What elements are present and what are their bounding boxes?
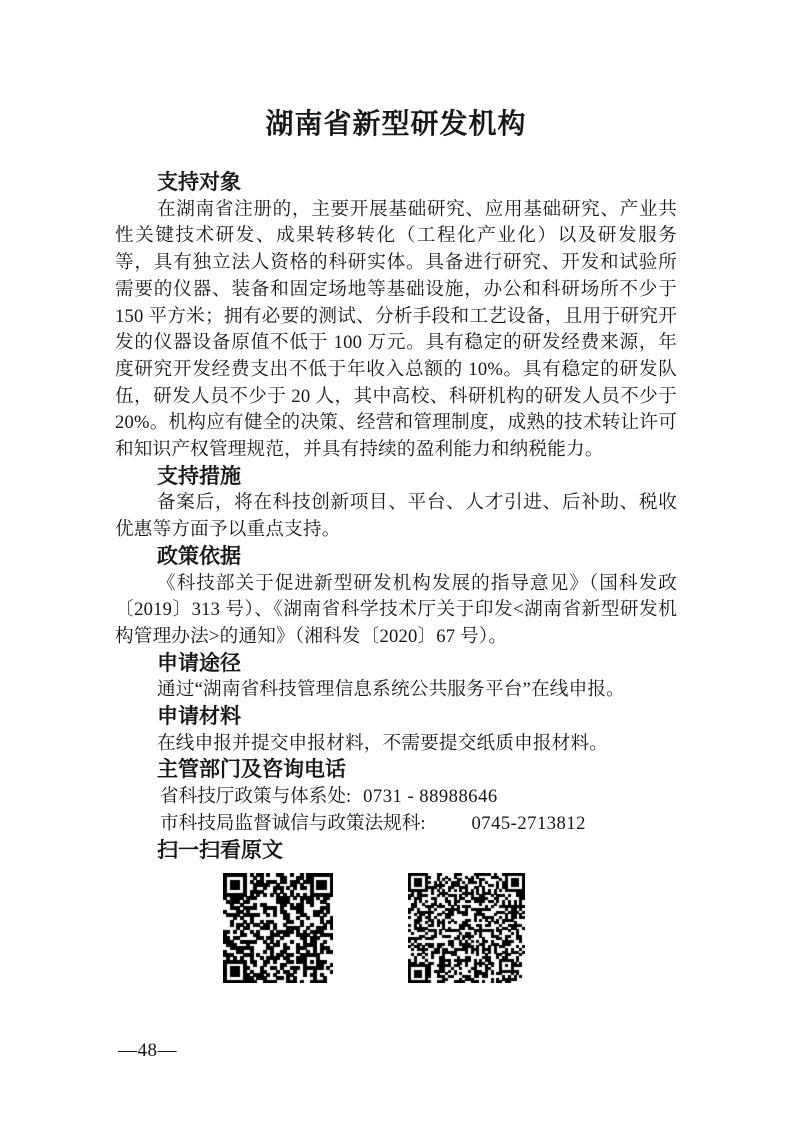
- qr-code-left: [223, 873, 333, 983]
- page-number: —48—: [118, 1040, 177, 1061]
- qr-row: [115, 873, 677, 983]
- qr-code-right: [408, 873, 525, 983]
- contact-label: 省科技厅政策与体系处:: [160, 786, 352, 808]
- contact-label: 市科技局监督诚信与政策法规科:: [160, 812, 426, 834]
- paragraph-support-target: 在湖南省注册的，主要开展基础研究、应用基础研究、产业共性关键技术研发、成果转移转化（工程化产业化）以及研发服务等，具有独立法人资格的科研实体。具备进行研究、开发和试验所需要的仪器、装备和固定场地等基础设施，办公和科研场所不少于 150 平方米；拥有必要的测试、分析手段和工艺设备，且用于研究开发的仪器设备原值不低于 100 万元。具有稳定的研发经费来源，年度研究开发经费支出不低于年收入总额的 10%。具有稳定的研发队伍，研发人员不少于 20 人，其中高校、科研机构的研发人员不少于 20%。机构应有健全的决策、经营和管理制度，成熟的技术转让许可和知识产权管理规范，并具有持续的盈利能力和纳税能力。: [115, 198, 677, 461]
- heading-support-measures: 支持措施: [157, 464, 241, 488]
- heading-application-materials: 申请材料: [157, 705, 241, 729]
- contact-line-provincial: [115, 784, 677, 811]
- heading-authority-contacts: 主管部门及咨询电话: [157, 758, 346, 782]
- heading-scan-original: 扫一扫看原文: [157, 838, 283, 862]
- contact-line-municipal: [115, 811, 677, 838]
- heading-support-target: 支持对象: [157, 171, 241, 194]
- contact-phone: 0745-2713812: [471, 812, 586, 834]
- paragraph-support-measures: 备案后，将在科技创新项目、平台、人才引进、后补助、税收优惠等方面予以重点支持。: [115, 492, 677, 541]
- heading-application-channel: 申请途径: [157, 651, 241, 675]
- paragraph-application-materials: 在线申报并提交申报材料，不需要提交纸质申报材料。: [157, 732, 609, 754]
- contact-phone: 0731 - 88988646: [363, 786, 498, 808]
- heading-policy-basis: 政策依据: [157, 544, 241, 568]
- document-content: [115, 0, 677, 983]
- paragraph-application-channel: 通过“湖南省科技管理信息系统公共服务平台”在线申报。: [157, 679, 625, 701]
- page-title: 湖南省新型研发机构: [265, 109, 527, 140]
- paragraph-policy-basis: 《科技部关于促进新型研发机构发展的指导意见》（国科发政〔2019〕313 号）、《湖南省科学技术厅关于印发<湖南省新型研发机构管理办法>的通知》（湘科发〔2020〕67 号）。: [115, 572, 677, 647]
